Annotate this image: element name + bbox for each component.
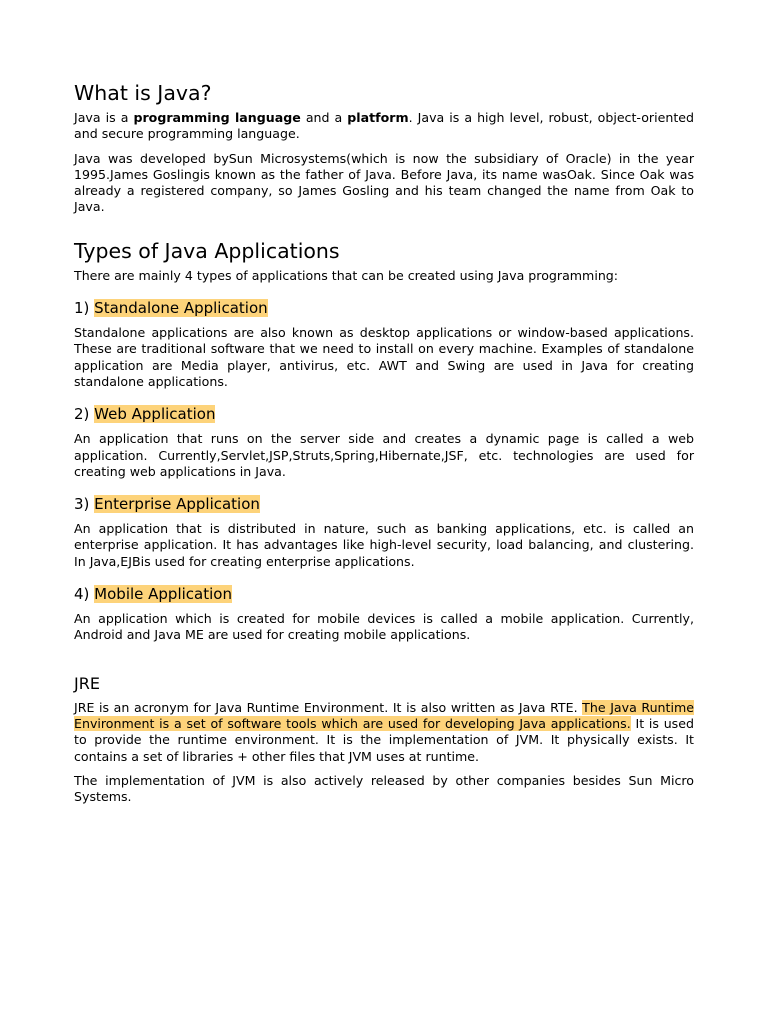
app-type-item [74, 494, 694, 570]
jre-paragraph-2: The implementation of JVM is also actively released by other companies besides Sun Micro Systems. [74, 772, 694, 805]
app-type-description: An application which is created for mobile devices is called a mobile application. Currently, Android and Java ME are used for creating mobile applications. [74, 611, 694, 643]
app-type-description: An application that runs on the server side and creates a dynamic page is called a web application. Currently,Servlet,JSP,Struts,Spring,Hibernate,JSF, etc. technologies are used for creating web applications in Java. [74, 431, 694, 479]
app-type-heading [74, 298, 694, 318]
spacer [74, 390, 694, 404]
app-type-label-highlight: Mobile Application [94, 585, 232, 604]
page-title: What is Java? [74, 81, 212, 105]
app-type-number: 1) [74, 299, 95, 318]
jre-text-2: It is used to provide the runtime environment. It is the implementation of JVM. It physically exists. It contains a set of libraries + other files that JVM uses at runtime. [74, 715, 694, 764]
app-type-description: Standalone applications are also known as desktop applications or window-based applications. These are traditional software that we need to install on every machine. Examples of standalone application are Media player, antivirus, etc. AWT and Swing are used in Java for creating standalone applications. [74, 325, 694, 389]
intro-bold-programming-language: programming language [133, 110, 301, 125]
intro-paragraph-2: Java was developed bySun Microsystems(which is now the subsidiary of Oracle) in the year 1995.James Goslingis known as the father of Java. Before Java, its name wasOak. Since Oak was already a registered company, so James Gosling and his team changed the name from Oak to Java. [74, 150, 694, 215]
jre-heading: JRE [74, 673, 100, 693]
app-type-number: 3) [74, 495, 95, 514]
intro-text-2: and a [300, 110, 348, 125]
app-type-item [74, 298, 694, 390]
spacer [74, 480, 694, 494]
app-type-item [74, 404, 694, 480]
spacer [74, 765, 694, 773]
app-type-heading [74, 494, 694, 514]
app-type-number: 2) [74, 405, 95, 424]
app-type-item [74, 584, 694, 644]
types-heading: Types of Java Applications [74, 238, 340, 263]
app-type-heading [74, 404, 694, 424]
jre-highlight: The Java Runtime Environment is a set of software tools which are used for developing Java applications. [74, 699, 694, 731]
jre-text-1: JRE is an acronym for Java Runtime Environment. It is also written as Java RTE. [74, 699, 583, 715]
intro-bold-platform: platform [347, 110, 409, 125]
app-type-heading [74, 584, 694, 604]
spacer [74, 570, 694, 584]
spacer [74, 216, 694, 238]
app-type-label-highlight: Enterprise Application [94, 495, 260, 514]
intro-text-1: Java is a [74, 110, 134, 125]
intro-paragraph-1 [74, 110, 694, 143]
app-type-number: 4) [74, 585, 95, 604]
spacer [74, 644, 694, 674]
jre-paragraph-1 [74, 700, 694, 765]
types-lead: There are mainly 4 types of applications that can be created using Java programming: [74, 267, 619, 283]
intro-text-3: . Java is a high level, robust, object-oriented and secure programming language. [74, 110, 694, 142]
app-type-label-highlight: Web Application [94, 405, 216, 424]
spacer [74, 143, 694, 151]
app-type-label-highlight: Standalone Application [94, 299, 268, 318]
app-type-description: An application that is distributed in nature, such as banking applications, etc. is called an enterprise application. It has advantages like high-level security, load balancing, and clustering. In Java,EJBis used for creating enterprise applications. [74, 521, 694, 569]
spacer [74, 284, 694, 298]
